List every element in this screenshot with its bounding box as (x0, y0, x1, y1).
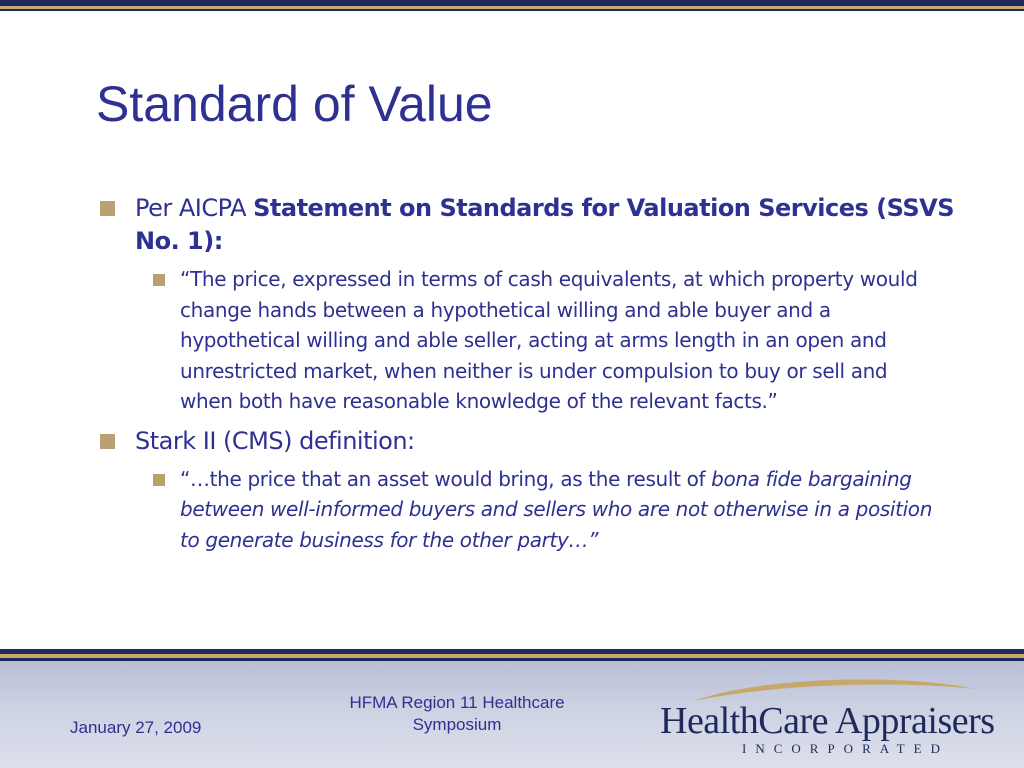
slide-title: Standard of Value (96, 76, 493, 132)
bullet-aicpa-emphasis: Statement on Standards for Valuation Services (SSVS No. 1): (135, 194, 954, 255)
logo-wordmark: HealthCare Appraisers (660, 700, 995, 742)
sub-bullet-stark-definition (180, 464, 945, 556)
stark-definition-text: “…the price that an asset would bring, as the result of (180, 466, 712, 491)
footer-event (316, 692, 598, 736)
footer (0, 661, 1024, 768)
company-logo (650, 675, 1020, 765)
square-bullet-icon (153, 474, 165, 486)
square-bullet-icon (100, 434, 115, 449)
footer-date: January 27, 2009 (70, 718, 202, 737)
square-bullet-icon (100, 201, 115, 216)
bullet-stark-label: Stark II (CMS) definition: (135, 426, 415, 455)
top-rule-navy-thin (0, 9, 1024, 11)
bullet-aicpa (100, 192, 960, 258)
slide-body (100, 192, 960, 563)
sub-bullet-aicpa-definition (180, 264, 945, 417)
bullet-aicpa-prefix: Per AICPA (135, 194, 254, 222)
bullet-stark (100, 425, 960, 458)
aicpa-definition-text: “The price, expressed in terms of cash equivalents, at which property would change hands between a hypothetical willing and able buyer and a hypothetical willing and able seller, acting at arms length in an open and unrestricted market, when neither is under compulsion to buy or sell and when both have reasonable knowledge of the relevant facts.” (180, 267, 918, 413)
logo-subtitle: INCORPORATED (742, 741, 949, 756)
square-bullet-icon (153, 274, 165, 286)
footer-event-line2: Symposium (412, 715, 502, 734)
footer-event-line1: HFMA Region 11 Healthcare (349, 693, 565, 712)
stark-definition-italic: bona fide bargaining between well-informed buyers and sellers who are not otherwise in a position to generate business for the other party…” (180, 466, 933, 552)
